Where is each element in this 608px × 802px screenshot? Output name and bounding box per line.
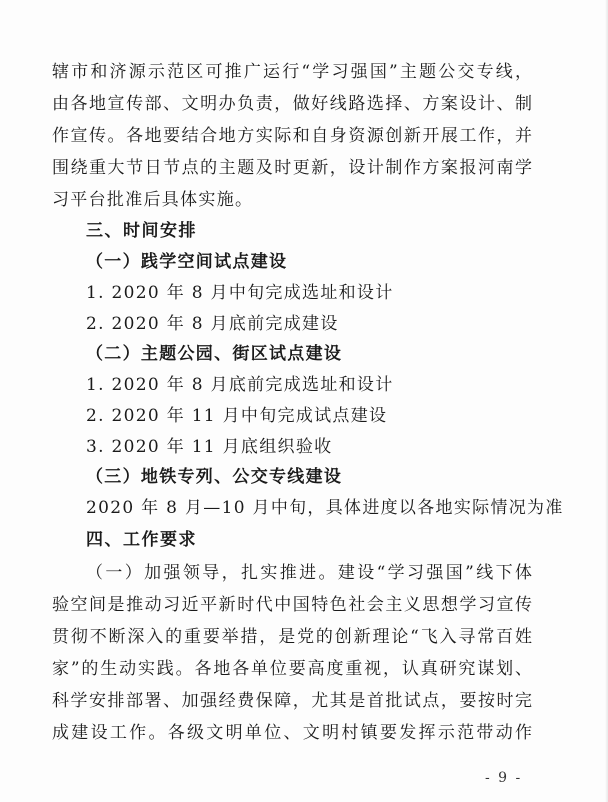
subsection-heading: （二）主题公园、街区试点建设 xyxy=(86,344,343,364)
subsection-heading: （三）地铁专列、公交专线建设 xyxy=(86,467,343,487)
body-text-line: 贯彻不断深入的重要举措，是党的创新理论“飞入寻常百姓 xyxy=(52,627,532,647)
body-text-line: 由各地宣传部、文明办负责，做好线路选择、方案设计、制 xyxy=(52,94,532,114)
schedule-item: 2. 2020 年 11 月中旬完成试点建设 xyxy=(86,406,388,426)
body-text-line: 科学安排部署、加强经费保障，尤其是首批试点，要按时完 xyxy=(52,691,532,711)
schedule-text: 2020 年 8 月—10 月中旬，具体进度以各地实际情况为准 xyxy=(86,498,564,518)
body-text-line: 围绕重大节日节点的主题及时更新，设计制作方案报河南学 xyxy=(52,158,532,178)
section-heading: 三、时间安排 xyxy=(86,221,197,241)
page-number: - 9 - xyxy=(485,770,523,786)
body-text-line: 习平台批准后具体实施。 xyxy=(52,190,254,210)
body-text-line: （一）加强领导，扎实推进。建设“学习强国”线下体 xyxy=(86,563,532,583)
body-text-line: 作宣传。各地要结合地方实际和自身资源创新开展工作，并 xyxy=(52,126,532,146)
body-text-line: 辖市和济源示范区可推广运行“学习强国”主题公交专线， xyxy=(52,62,532,82)
subsection-heading: （一）践学空间试点建设 xyxy=(86,252,288,272)
body-text-line: 成建设工作。各级文明单位、文明村镇要发挥示范带动作 xyxy=(52,723,532,743)
schedule-item: 1. 2020 年 8 月底前完成选址和设计 xyxy=(86,375,394,395)
schedule-item: 3. 2020 年 11 月底组织验收 xyxy=(86,437,333,457)
schedule-item: 1. 2020 年 8 月中旬完成选址和设计 xyxy=(86,283,394,303)
schedule-item: 2. 2020 年 8 月底前完成建设 xyxy=(86,314,339,334)
section-heading: 四、工作要求 xyxy=(86,530,197,550)
body-text-line: 家”的生动实践。各地各单位要高度重视，认真研究谋划、 xyxy=(52,659,532,679)
body-text-line: 验空间是推动习近平新时代中国特色社会主义思想学习宣传 xyxy=(52,595,532,615)
